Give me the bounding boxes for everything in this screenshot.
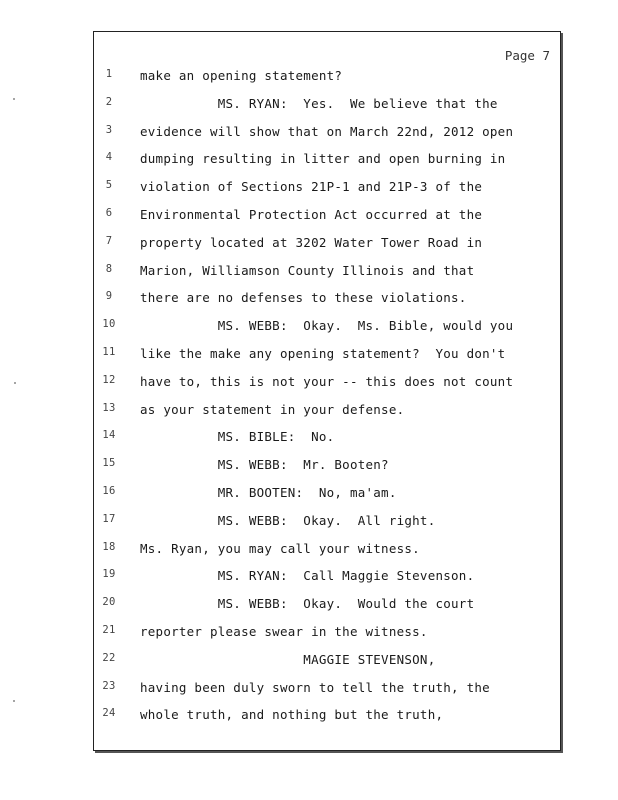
line-number: 19 [102,568,116,581]
line-text: Environmental Protection Act occurred at the [140,207,483,222]
line-text: evidence will show that on March 22nd, 2012 open [140,123,514,139]
line-number: 12 [102,373,116,386]
transcript-line [94,124,560,144]
line-number: 3 [105,123,113,136]
line-text: MAGGIE STEVENSON, [140,651,436,667]
line-text: MS. RYAN: Yes. We believe that the [140,95,498,111]
transcript-line [94,68,560,88]
transcript-line [94,374,560,394]
transcript-line [94,596,560,616]
transcript-line [94,568,560,588]
line-number: 14 [102,429,116,442]
line-number: 11 [102,346,116,358]
transcript-line [94,541,560,561]
line-number: 8 [105,262,113,275]
transcript-line [94,290,560,310]
transcript-line [94,207,560,227]
line-text: dumping resulting in litter and open burning in [140,151,506,167]
line-text: MS. RYAN: Call Maggie Stevenson. [140,568,475,584]
transcript-line [94,235,560,255]
transcript-line [94,179,560,199]
line-number: 6 [105,207,113,219]
transcript-line [94,485,560,505]
line-number: 20 [102,596,116,609]
line-number: 15 [102,457,116,470]
line-number: 22 [102,651,116,664]
line-text: violation of Sections 21P-1 and 21P-3 of the [140,179,483,195]
line-text: MS. BIBLE: No. [140,429,335,445]
line-text: like the make any opening statement? You don't [140,346,506,361]
line-text: MS. WEBB: Mr. Booten? [140,457,389,473]
line-text: Marion, Williamson County Illinois and that [140,262,475,278]
line-number: 10 [102,318,116,331]
scan-speck [13,700,15,702]
line-number: 5 [105,179,113,192]
line-text: whole truth, and nothing but the truth, [140,707,444,723]
line-text: property located at 3202 Water Tower Road in [140,234,483,250]
line-text: there are no defenses to these violations. [140,290,467,306]
transcript-line [94,652,560,672]
line-text: MS. WEBB: Okay. Would the court [140,596,475,612]
transcript-line [94,346,560,366]
transcript-line [94,402,560,422]
line-number: 13 [102,401,116,414]
line-number: 1 [105,68,113,80]
line-text: make an opening statement? [140,68,343,83]
line-text: MS. WEBB: Okay. Ms. Bible, would you [140,318,514,334]
transcript-line [94,457,560,477]
line-number: 16 [102,485,116,497]
line-number: 18 [102,540,116,553]
scan-speck [14,382,16,384]
transcript-line [94,429,560,449]
line-text: as your statement in your defense. [140,401,405,417]
line-number: 23 [102,679,116,692]
line-text: reporter please swear in the witness. [140,624,428,639]
transcript-line [94,151,560,171]
line-number: 2 [105,95,113,108]
line-text: Ms. Ryan, you may call your witness. [140,540,420,556]
transcript-line [94,318,560,338]
line-text: MS. WEBB: Okay. All right. [140,512,436,528]
line-number: 21 [102,624,116,636]
transcript-line [94,680,560,700]
page-number: Page 7 [504,48,550,63]
transcript-line [94,263,560,283]
line-number: 9 [105,290,113,303]
transcript-line [94,707,560,727]
line-number: 24 [102,707,116,720]
transcript-line [94,513,560,533]
transcript-page [93,31,561,751]
line-text: MR. BOOTEN: No, ma'am. [140,485,397,500]
line-number: 4 [105,151,113,164]
line-text: having been duly sworn to tell the truth, the [140,679,490,695]
scan-speck [13,98,15,100]
line-text: have to, this is not your -- this does not count [140,373,514,389]
transcript-line [94,96,560,116]
line-number: 7 [105,234,113,247]
line-number: 17 [102,512,116,525]
transcript-line [94,624,560,644]
